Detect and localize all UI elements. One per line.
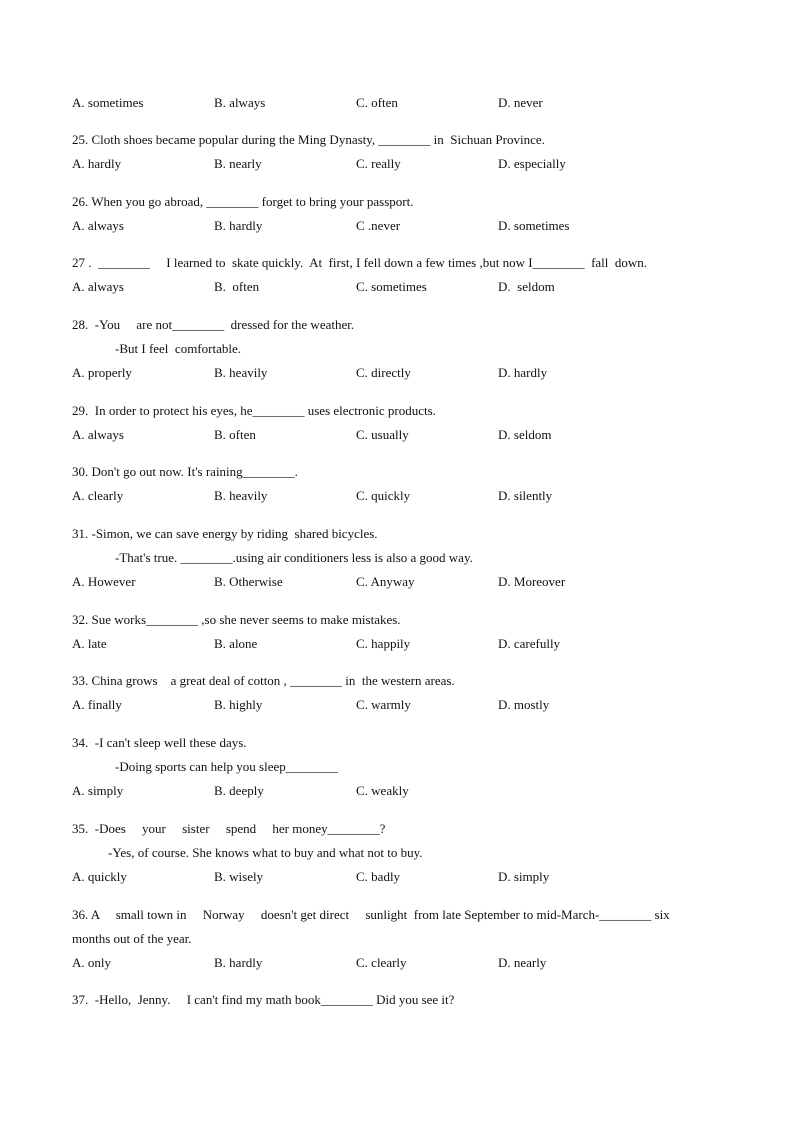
option: A. quickly [72,869,127,884]
option: A. properly [72,365,132,380]
option: B. Otherwise [214,574,283,589]
option: B. hardly [214,955,263,970]
dialogue-reply: -Yes, of course. She knows what to buy and what not to buy. [108,845,423,860]
option: D. hardly [498,365,548,380]
option: A. clearly [72,488,124,503]
question-text: 26. When you go abroad, ________ forget to bring your passport. [72,194,414,209]
option: C. quickly [356,488,411,503]
option: D. sometimes [498,218,570,233]
option: D. silently [498,488,553,503]
question-text: 30. Don't go out now. It's raining________. [72,464,298,479]
option: B. nearly [214,156,262,171]
option: D. carefully [498,636,561,651]
option: D. never [498,95,543,110]
option: B. highly [214,697,263,712]
question-text: 34. -I can't sleep well these days. [72,735,247,750]
question-text: 28. -You are not________ dressed for the weather. [72,317,355,332]
option: C. happily [356,636,411,651]
option: A. late [72,636,107,651]
option: B. alone [214,636,258,651]
option: D. mostly [498,697,550,712]
option: B. often [214,427,256,442]
question-text: 32. Sue works________ ,so she never seems to make mistakes. [72,612,401,627]
option: B. wisely [214,869,264,884]
option: C. badly [356,869,401,884]
option: A. sometimes [72,95,144,110]
question-text: 31. -Simon, we can save energy by riding shared bicycles. [72,526,378,541]
option: A. always [72,218,124,233]
option: A. finally [72,697,122,712]
option: D. simply [498,869,550,884]
question-text: 33. China grows a great deal of cotton , ________ in the western areas. [72,673,455,688]
option: A. always [72,427,124,442]
option: B. hardly [214,218,263,233]
option: B. often [214,279,260,294]
option: D. seldom [498,279,555,294]
question-text-continued: months out of the year. [72,931,192,946]
dialogue-reply: -Doing sports can help you sleep________ [115,759,338,774]
question-text: 37. -Hello, Jenny. I can't find my math book________ Did you see it? [72,992,455,1007]
option: B. heavily [214,488,268,503]
option: C. warmly [356,697,411,712]
option: C. Anyway [356,574,415,589]
option: B. heavily [214,365,268,380]
option: C .never [356,218,401,233]
question-text: 35. -Does your sister spend her money________? [72,821,386,836]
option: A. simply [72,783,124,798]
option: C. clearly [356,955,407,970]
option: C. sometimes [356,279,427,294]
option: A. only [72,955,111,970]
question-text: 25. Cloth shoes became popular during the Ming Dynasty, ________ in Sichuan Province. [72,132,545,147]
option: B. deeply [214,783,264,798]
option: D. seldom [498,427,552,442]
option: D. nearly [498,955,547,970]
option: C. usually [356,427,409,442]
option: A. However [72,574,136,589]
option: C. directly [356,365,411,380]
option: A. hardly [72,156,122,171]
question-text: 29. In order to protect his eyes, he________ uses electronic products. [72,403,436,418]
dialogue-reply: -But I feel comfortable. [115,341,241,356]
option: D. especially [498,156,566,171]
option: C. weakly [356,783,409,798]
option: C. really [356,156,401,171]
option: D. Moreover [498,574,566,589]
option: C. often [356,95,398,110]
question-text: 27 . ________ I learned to skate quickly. At first, I fell down a few times ,but now I________ fall down. [72,255,648,270]
option: A. always [72,279,124,294]
question-text: 36. A small town in Norway doesn't get direct sunlight from late September to mid-March-________ six [72,907,670,922]
option: B. always [214,95,266,110]
dialogue-reply: -That's true. ________.using air conditioners less is also a good way. [115,550,473,565]
